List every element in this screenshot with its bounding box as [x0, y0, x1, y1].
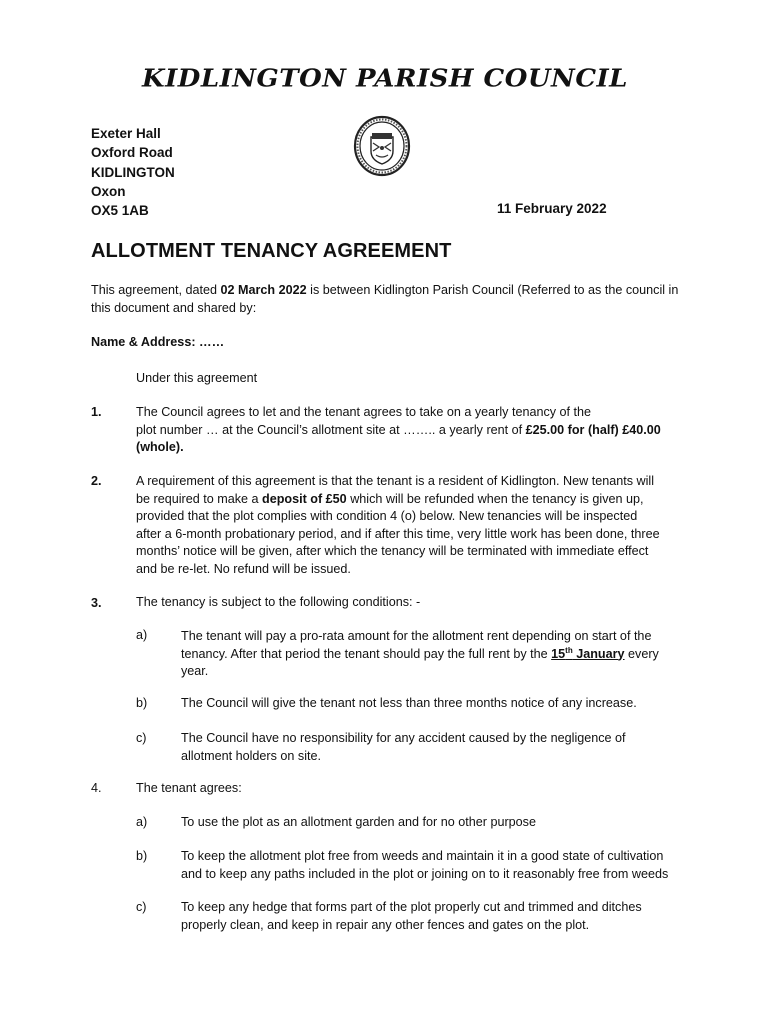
under-agreement-text: Under this agreement [136, 371, 258, 385]
agreement-date: 02 March 2022 [220, 283, 307, 297]
clause-number: 4. [91, 781, 102, 795]
clause-3-text: The tenancy is subject to the following conditions: - [136, 595, 421, 609]
address-line: Oxon [91, 183, 126, 199]
address-line: Oxford Road [91, 145, 173, 161]
clause-3c-text: The Council have no responsibility for any accident caused by the negligence of allotment holders on site. [181, 731, 626, 763]
clause-number: 2. [91, 474, 102, 488]
sub-clause-label: b) [136, 696, 148, 710]
clause-4a-text: To use the plot as an allotment garden and for no other purpose [181, 815, 536, 829]
council-title: KIDLINGTON PARISH COUNCIL [142, 64, 628, 94]
clause-4c-text: To keep any hedge that forms part of the plot properly cut and trimmed and ditches properly clean, and keep in repair any other fences and gates on the plot. [181, 900, 642, 932]
page-title: ALLOTMENT TENANCY AGREEMENT [91, 240, 452, 262]
sub-clause-label: c) [136, 900, 147, 914]
sub-clause-label: a) [136, 628, 148, 642]
intro-line: This agreement, dated 02 March 2022 is between Kidlington Parish Council (Referred to as the council in [91, 283, 679, 297]
sub-clause-label: c) [136, 731, 147, 745]
clause-2-text: A requirement of this agreement is that the tenant is a resident of Kidlington. New tenants will be required to make a deposit of £50 which will be refunded when the tenancy is given up, provided that the plot complies with condition 4 (o) below. New tenancies will be inspected after a 6-month probationary period, and if after this time, very little work has been done, three months’ notice will be given, after which the tenancy will be terminated with immediate effect and be re-let. No refund will be issued. [136, 474, 660, 576]
clause-4-text: The tenant agrees: [136, 781, 242, 795]
name-address-field: Name & Address: …… [91, 335, 225, 349]
sub-clause-label: a) [136, 815, 148, 829]
clause-3a-text: The tenant will pay a pro-rata amount for the allotment rent depending on start of the tenancy. After that period the tenant should pay the full rent by the 15th January every year. [181, 629, 659, 678]
rent-amount: £25.00 for (half) £40.00 [525, 422, 661, 437]
council-address [91, 124, 175, 220]
address-line: OX5 1AB [91, 203, 149, 219]
address-line: Exeter Hall [91, 126, 161, 141]
clause-number: 3. [91, 596, 102, 610]
intro-paragraph [91, 282, 678, 317]
clause-3b-text: The Council will give the tenant not less than three months notice of any increase. [181, 696, 637, 710]
clause-1-text: The Council agrees to let and the tenant agrees to take on a yearly tenancy of the plot number … at the Council’s allotment site at …….. a yearly rent of £25.00 for (half) £40.00 (whole). [136, 405, 661, 454]
deposit-amount: deposit of £50 [262, 491, 347, 506]
sub-clause-label: b) [136, 849, 148, 863]
clause-4b-text: To keep the allotment plot free from weeds and maintain it in a good state of cultivation and to keep any paths included in the plot or joining on to it reasonably free from weeds [181, 849, 669, 881]
rent-due-date: 15th January [551, 645, 625, 661]
clause-number: 1. [91, 405, 102, 419]
address-line: KIDLINGTON [91, 164, 175, 180]
council-seal-icon [353, 115, 411, 177]
letter-date: 11 February 2022 [497, 201, 607, 216]
intro-line: this document and shared by: [91, 300, 257, 315]
